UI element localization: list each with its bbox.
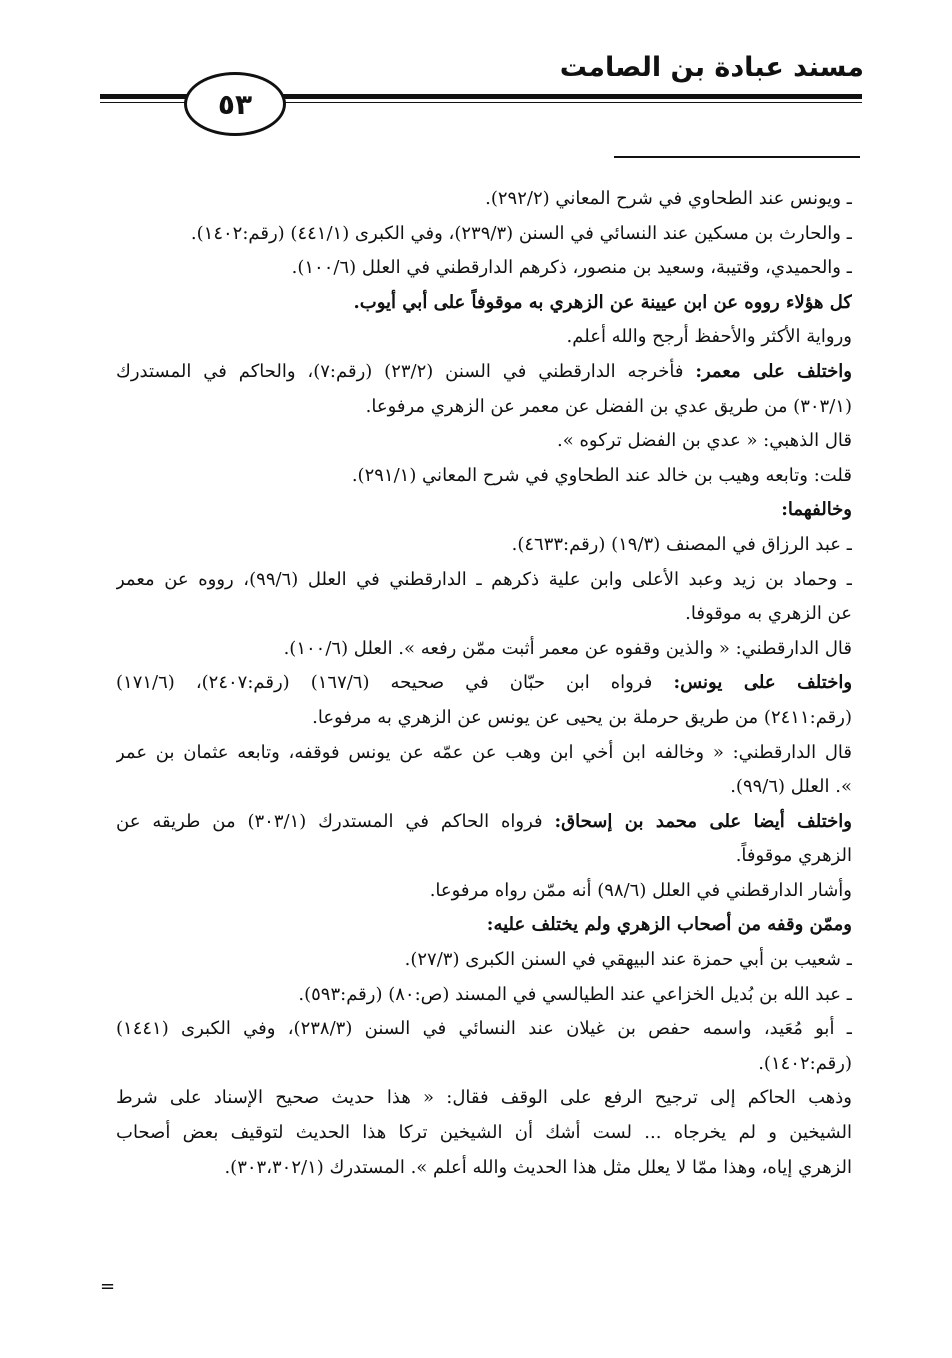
page-body xyxy=(116,182,852,1185)
text-line: وذهب الحاكم إلى ترجيح الرفع على الوقف فقال: « هذا حديث صحيح الإسناد على شرط xyxy=(116,1087,852,1109)
text-line: قال الدارقطني: « والذين وقفوه عن معمر أثبت ممّن رفعه ». العلل (١٠٠/٦). xyxy=(283,637,852,659)
text-line: (رقم:١٤٠٢). xyxy=(758,1052,852,1074)
page-number: ٥٣ xyxy=(184,72,286,136)
text-line: ـ أبو مُعَيد، واسمه حفص بن غيلان عند النسائي في السنن (٢٣٨/٣)، وفي الكبرى (١٤٤١) xyxy=(116,1018,852,1040)
text-line: وأشار الدارقطني في العلل (٩٨/٦) أنه ممّن رواه مرفوعا. xyxy=(429,879,852,901)
text-line: ». العلل (٩٩/٦). xyxy=(730,776,852,798)
text-span: فرواه ابن حبّان في صحيحه (١٦٧/٦) (رقم:٢٤٠٧)، (١٧١/٦) xyxy=(116,672,674,694)
text-line: ـ والحميدي، وقتيبة، وسعيد بن منصور، ذكرهم الدارقطني في العلل (١٠٠/٦). xyxy=(291,257,852,279)
text-line xyxy=(116,666,852,701)
book-title: مسند عبادة بن الصامت xyxy=(559,52,864,83)
text-line: قال الذهبي: « عدي بن الفضل تركوه ». xyxy=(557,430,852,452)
text-line: ـ عبد الله بن بُديل الخزاعي عند الطيالسي في المسند (ص:٨٠) (رقم:٥٩٣). xyxy=(298,983,852,1005)
text-span: فرواه الحاكم في المستدرك (٣٠٣/١) من طريقه عن xyxy=(116,810,555,832)
text-line: ورواية الأكثر والأحفظ أرجح والله أعلم. xyxy=(566,326,852,348)
text-line: عن الزهري به موقوفا. xyxy=(685,603,852,625)
text-line: الزهري موقوفاً. xyxy=(735,845,852,867)
text-line: وممّن وقفه من أصحاب الزهري ولم يختلف عليه: xyxy=(486,914,852,936)
text-line: ـ والحارث بن مسكين عند النسائي في السنن (٢٣٩/٣)، وفي الكبرى (٤٤١/١) (رقم:١٤٠٢). xyxy=(190,222,852,244)
text-line xyxy=(116,805,852,840)
continuation-mark: = xyxy=(100,1276,116,1297)
text-line: الشيخين و لم يخرجاه ... لست أشك أن الشيخين تركا هذا الحديث لتوقيف بعض أصحاب xyxy=(116,1122,852,1144)
text-line xyxy=(116,355,852,390)
text-line: قلت: وتابعه وهيب بن خالد عند الطحاوي في شرح المعاني (٢٩١/١). xyxy=(351,464,852,486)
text-line: ـ وحماد بن زيد وعبد الأعلى وابن علية ذكرهم ـ الدارقطني في العلل (٩٩/٦)، رووه عن معمر xyxy=(116,568,852,590)
text-line: (٣٠٣/١) من طريق عدي بن الفضل عن معمر عن الزهري مرفوعا. xyxy=(365,395,852,417)
section-rule xyxy=(614,156,860,158)
text-line: (رقم:٢٤١١) من طريق حرملة بن يحيى عن يونس عن الزهري به مرفوعا. xyxy=(312,706,852,728)
text-line: الزهري إياه، وهذا ممّا لا يعلل مثل هذا الحديث والله أعلم ». المستدرك (٣٠٣،٣٠٢/١). xyxy=(224,1156,852,1178)
text-span: فأخرجه الدارقطني في السنن (٢٣/٢) (رقم:٧)، والحاكم في المستدرك xyxy=(116,360,696,382)
text-line: ـ ويونس عند الطحاوي في شرح المعاني (٢٩٢/٢). xyxy=(485,188,852,209)
text-line: كل هؤلاء رووه عن ابن عيينة عن الزهري به موقوفاً على أبي أيوب. xyxy=(353,291,852,313)
lead-phrase: واختلف على معمر: xyxy=(695,360,852,382)
text-line: قال الدارقطني: « وخالفه ابن أخي ابن وهب عن عمّه عن يونس فوقفه، وتابعه عثمان بن عمر xyxy=(116,741,852,763)
text-line: ـ عبد الرزاق في المصنف (١٩/٣) (رقم:٤٦٣٣). xyxy=(511,533,852,555)
lead-phrase: واختلف أيضا على محمد بن إسحاق: xyxy=(554,810,852,832)
lead-phrase: واختلف على يونس: xyxy=(673,672,852,694)
text-line: ـ شعيب بن أبي حمزة عند البيهقي في السنن الكبرى (٢٧/٣). xyxy=(404,949,852,971)
text-line: وخالفهما: xyxy=(781,499,852,521)
